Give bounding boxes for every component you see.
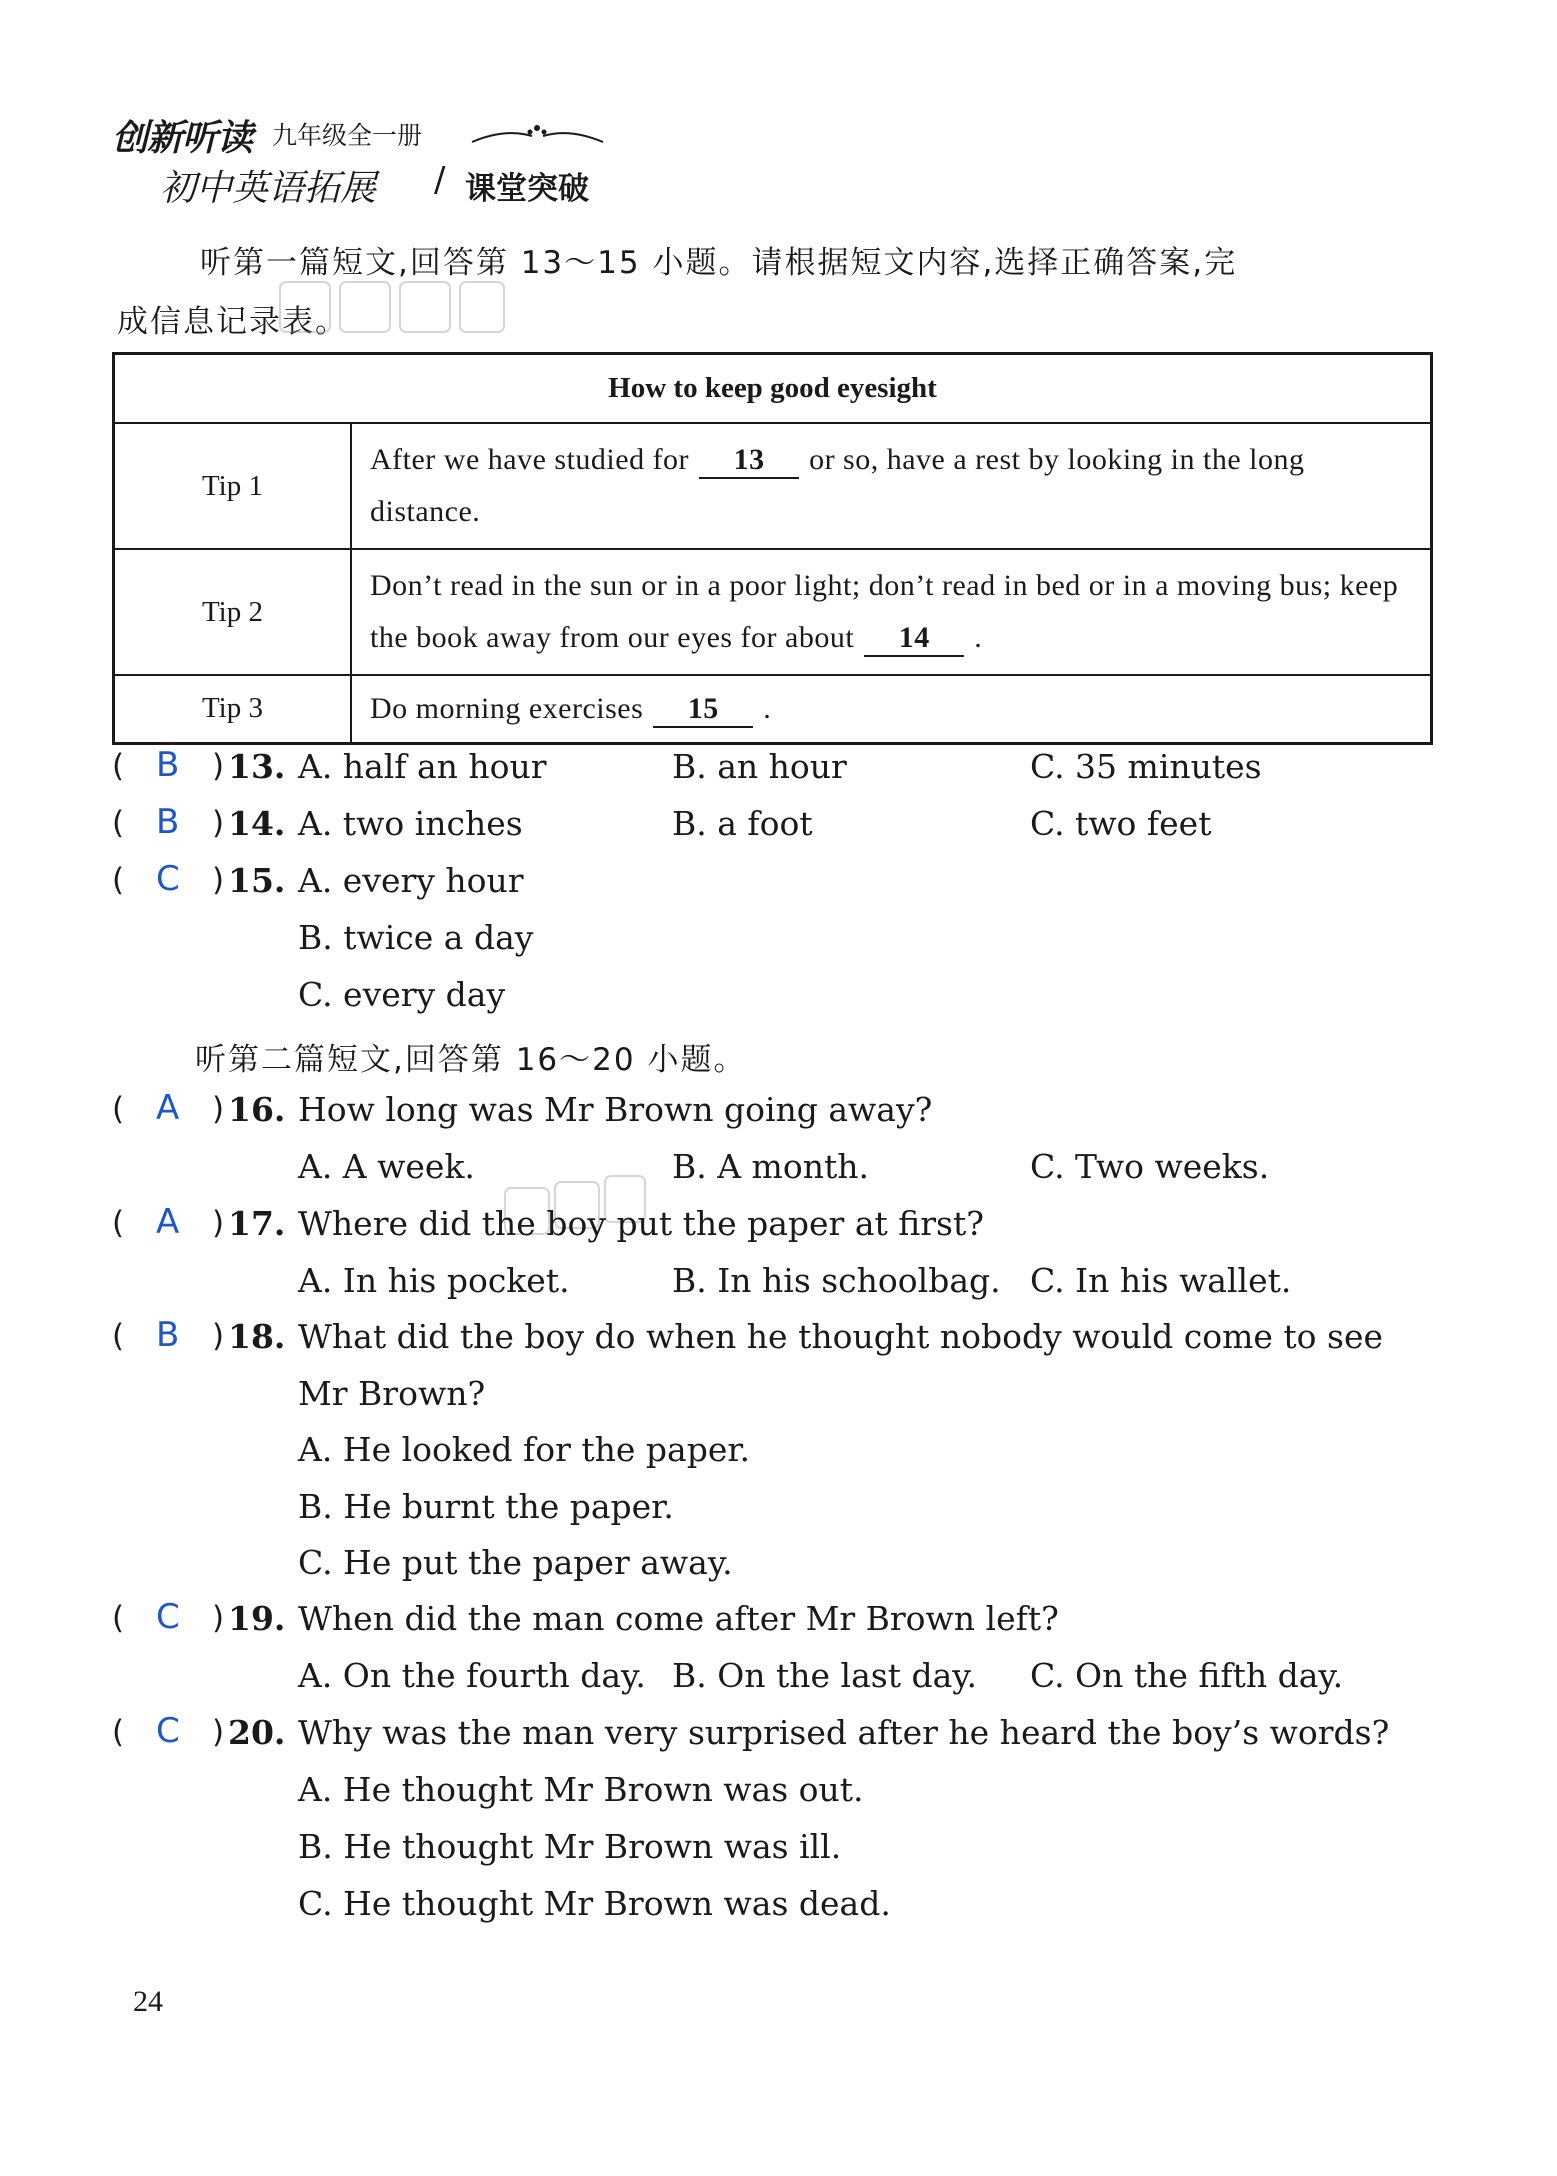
answer-paren-open: (	[112, 1205, 125, 1241]
table-title: How to keep good eyesight	[114, 354, 1432, 424]
option-b: B. In his schoolbag.	[672, 1261, 1001, 1300]
tip-text-after: .	[763, 691, 772, 725]
table-row	[114, 423, 1432, 549]
answer-value[interactable]: C	[156, 859, 180, 899]
option-c: C. every day	[298, 975, 506, 1014]
option-c: C. In his wallet.	[1030, 1261, 1292, 1300]
answer-paren-close: )	[212, 1600, 225, 1636]
answer-value[interactable]: B	[156, 802, 180, 842]
option-a: A. He thought Mr Brown was out.	[298, 1770, 864, 1809]
option-a: A. In his pocket.	[298, 1261, 570, 1300]
answer-paren-open: (	[112, 1600, 125, 1636]
question-stem: Where did the boy put the paper at first?	[298, 1204, 984, 1243]
tip-text-before: Do morning exercises	[370, 691, 644, 725]
option-a: A. every hour	[298, 861, 524, 900]
option-b: B. He thought Mr Brown was ill.	[298, 1827, 842, 1866]
ornament-icon	[470, 120, 605, 150]
section-title: 课堂突破	[465, 171, 589, 207]
option-c: C. On the fifth day.	[1030, 1656, 1344, 1695]
question-number: 15.	[228, 861, 286, 900]
answer-value[interactable]: B	[156, 1315, 180, 1355]
answer-blank: 15	[653, 692, 753, 728]
tip-text	[351, 549, 1432, 675]
table-row	[114, 675, 1432, 743]
option-b: B. a foot	[672, 804, 813, 843]
answer-paren-close: )	[212, 1091, 225, 1127]
question-stem: When did the man come after Mr Brown left?	[298, 1599, 1059, 1638]
option-a: A. two inches	[298, 804, 523, 843]
option-b: B. On the last day.	[672, 1656, 978, 1695]
question-number: 19.	[228, 1599, 286, 1638]
answer-value[interactable]: A	[156, 1088, 180, 1128]
watermark-icon	[270, 262, 510, 352]
passage1-instruction-line1: 听第一篇短文,回答第 13～15 小题。请根据短文内容,选择正确答案,完	[200, 245, 1238, 281]
question-number: 17.	[228, 1204, 286, 1243]
course-title: 初中英语拓展	[160, 168, 377, 209]
option-c: C. two feet	[1030, 804, 1212, 843]
answer-value[interactable]: C	[156, 1597, 180, 1637]
option-c: C. He thought Mr Brown was dead.	[298, 1884, 891, 1923]
answer-blank: 14	[864, 621, 964, 657]
tip-label: Tip 3	[114, 675, 352, 743]
option-a: A. A week.	[298, 1147, 475, 1186]
option-a: A. On the fourth day.	[298, 1656, 646, 1695]
tip-text	[351, 675, 1432, 743]
question-stem: How long was Mr Brown going away?	[298, 1090, 933, 1129]
question-stem-continued: Mr Brown?	[298, 1374, 486, 1413]
tip-text-after: .	[974, 621, 983, 654]
answer-value[interactable]: B	[156, 745, 180, 785]
answer-paren-open: (	[112, 805, 125, 841]
answer-value[interactable]: A	[156, 1202, 180, 1242]
passage2-instruction: 听第二篇短文,回答第 16～20 小题。	[195, 1042, 747, 1078]
question-number: 16.	[228, 1090, 286, 1129]
page-number: 24	[133, 1985, 163, 2018]
tip-text	[351, 423, 1432, 549]
tip-label: Tip 2	[114, 549, 352, 675]
question-number: 14.	[228, 804, 286, 843]
option-b: B. He burnt the paper.	[298, 1487, 674, 1526]
option-a: A. He looked for the paper.	[298, 1430, 751, 1469]
option-b: B. A month.	[672, 1147, 869, 1186]
header-divider: /	[434, 160, 446, 200]
answer-paren-close: )	[212, 1205, 225, 1241]
passage1-instruction-line2: 成信息记录表。	[117, 304, 348, 340]
option-b: B. an hour	[672, 747, 847, 786]
tip-text-before: Don’t read in the sun or in a poor light; don’t read in bed or in a moving bus; keep the book away from our eyes for about	[370, 569, 1399, 654]
answer-paren-open: (	[112, 1091, 125, 1127]
option-a: A. half an hour	[298, 747, 547, 786]
answer-value[interactable]: C	[156, 1711, 180, 1751]
tip-text-after: or so, have a rest by looking in the long distance.	[370, 443, 1305, 528]
question-stem: What did the boy do when he thought nobody would come to see	[298, 1317, 1384, 1356]
tip-text-before: After we have studied for	[370, 443, 690, 476]
tip-label: Tip 1	[114, 423, 352, 549]
option-c: C. Two weeks.	[1030, 1147, 1270, 1186]
answer-paren-open: (	[112, 862, 125, 898]
question-stem: Why was the man very surprised after he heard the boy’s words?	[298, 1713, 1390, 1752]
question-number: 18.	[228, 1317, 286, 1356]
answer-paren-open: (	[112, 1714, 125, 1750]
answer-paren-close: )	[212, 805, 225, 841]
eyesight-tips-table	[112, 352, 1433, 745]
series-logo: 创新听读	[112, 117, 253, 159]
answer-paren-open: (	[112, 1318, 125, 1354]
answer-paren-close: )	[212, 1318, 225, 1354]
grade-label: 九年级全一册	[272, 121, 423, 150]
answer-paren-open: (	[112, 748, 125, 784]
option-c: C. He put the paper away.	[298, 1543, 733, 1582]
option-b: B. twice a day	[298, 918, 534, 957]
answer-paren-close: )	[212, 1714, 225, 1750]
question-number: 13.	[228, 747, 286, 786]
answer-blank: 13	[699, 443, 799, 479]
answer-paren-close: )	[212, 862, 225, 898]
table-row	[114, 549, 1432, 675]
answer-paren-close: )	[212, 748, 225, 784]
option-c: C. 35 minutes	[1030, 747, 1262, 786]
question-number: 20.	[228, 1713, 286, 1752]
